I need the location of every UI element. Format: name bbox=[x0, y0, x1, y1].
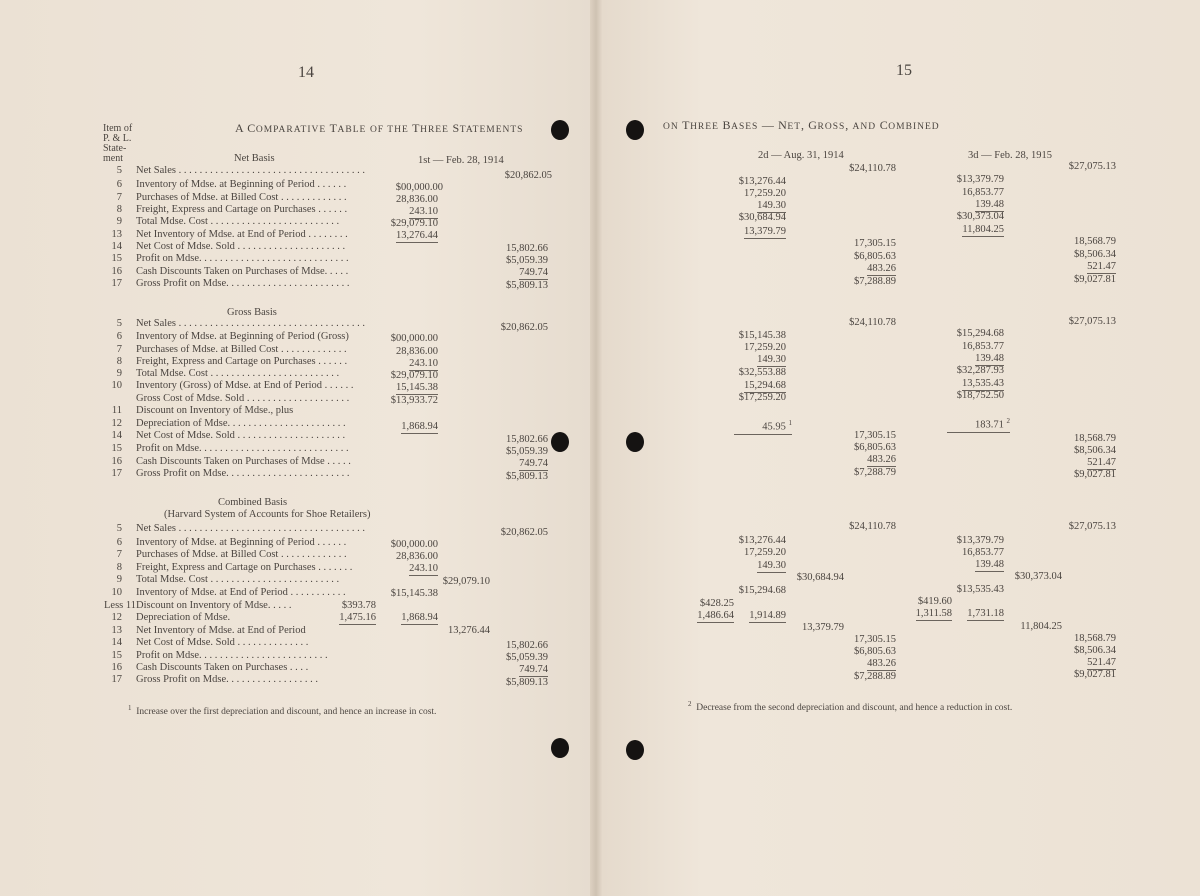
amount: $13,379.79 bbox=[956, 174, 1004, 185]
amount: $30,684.94 bbox=[738, 212, 786, 223]
row-label: Profit on Mdse. . . . . . . . . . . . . . . . . . . . . . . . . . . . . bbox=[136, 253, 349, 264]
statement-item-number: 15 bbox=[111, 650, 122, 661]
amount: $32,287.93 bbox=[956, 365, 1004, 376]
statement-item-number: 15 bbox=[111, 443, 122, 454]
row-label: Purchases of Mdse. at Billed Cost . . . . . . . . . . . . . bbox=[136, 344, 347, 355]
row-label: Freight, Express and Cartage on Purchases . . . . . . . bbox=[136, 562, 353, 573]
statement-item-number: Less 11 bbox=[104, 600, 136, 611]
row-label: Gross Profit on Mdse. . . . . . . . . . . . . . . . . . bbox=[136, 674, 319, 685]
amount: 11,804.25 bbox=[962, 224, 1004, 235]
statement-item-number: 17 bbox=[111, 674, 122, 685]
amount: $5,809.13 bbox=[506, 677, 548, 688]
page-number: 15 bbox=[896, 62, 912, 79]
amount: $5,059.39 bbox=[506, 446, 548, 457]
row-label: Net Cost of Mdse. Sold . . . . . . . . . . . . . . . . . . . . . bbox=[136, 241, 346, 252]
page-number: 14 bbox=[298, 64, 314, 81]
statement-item-number: 6 bbox=[116, 537, 122, 548]
amount: 149.30 bbox=[757, 354, 786, 365]
binding-hole bbox=[626, 432, 644, 452]
amount: 1,868.94 bbox=[401, 421, 438, 432]
amount: $20,862.05 bbox=[500, 527, 548, 538]
amount: 28,836.00 bbox=[396, 346, 438, 357]
row-label: Inventory of Mdse. at End of Period . . . . . . . . . . . bbox=[136, 587, 346, 598]
statement-item-number: 12 bbox=[111, 612, 122, 623]
amount: 483.26 bbox=[867, 658, 896, 669]
row-label: Profit on Mdse. . . . . . . . . . . . . . . . . . . . . . . . . bbox=[136, 650, 328, 661]
amount: $30,373.04 bbox=[1014, 571, 1062, 582]
amount: $15,145.38 bbox=[738, 330, 786, 341]
amount: $30,373.04 bbox=[956, 211, 1004, 222]
amount: 243.10 bbox=[409, 358, 438, 369]
amount: $5,059.39 bbox=[506, 652, 548, 663]
amount: 1,311.58 bbox=[915, 608, 952, 619]
row-label: Inventory of Mdse. at Beginning of Period . . . . . . bbox=[136, 179, 347, 190]
amount: 17,305.15 bbox=[854, 634, 896, 645]
statement-item-number: 17 bbox=[111, 278, 122, 289]
row-label: Profit on Mdse. . . . . . . . . . . . . . . . . . . . . . . . . . . . . bbox=[136, 443, 349, 454]
statement-item-number: 10 bbox=[111, 587, 122, 598]
column-heading-1914-aug: 2d — Aug. 31, 1914 bbox=[758, 150, 844, 161]
amount: $00,000.00 bbox=[390, 333, 438, 344]
column-header-item: Item of P. & L. State- ment bbox=[103, 123, 133, 164]
row-label: Net Sales . . . . . . . . . . . . . . . . . . . . . . . . . . . . . . . . . . . . bbox=[136, 318, 365, 329]
amount: 521.47 bbox=[1087, 457, 1116, 468]
amount: $29,079.10 bbox=[442, 576, 490, 587]
amount: $24,110.78 bbox=[849, 521, 896, 532]
row-label: Total Mdse. Cost . . . . . . . . . . . . . . . . . . . . . . . . . bbox=[136, 368, 340, 379]
amount: $5,809.13 bbox=[506, 280, 548, 291]
amount: $9,027.81 bbox=[1074, 469, 1116, 480]
amount: 17,259.20 bbox=[744, 188, 786, 199]
statement-item-number: 5 bbox=[116, 318, 122, 329]
row-label: Gross Profit on Mdse. . . . . . . . . . . . . . . . . . . . . . . . bbox=[136, 468, 350, 479]
amount: $9,027.81 bbox=[1074, 669, 1116, 680]
amount: $8,506.34 bbox=[1074, 445, 1116, 456]
statement-item-number: 13 bbox=[111, 625, 122, 636]
section-heading-combined: Combined Basis bbox=[218, 497, 288, 508]
amount: $393.78 bbox=[341, 600, 376, 611]
row-label: Depreciation of Mdse. bbox=[136, 612, 231, 623]
row-label: Net Sales . . . . . . . . . . . . . . . . . . . . . . . . . . . . . . . . . . . . bbox=[136, 165, 365, 176]
amount: $8,506.34 bbox=[1074, 249, 1116, 260]
statement-item-number: 6 bbox=[116, 331, 122, 342]
amount: 243.10 bbox=[409, 563, 438, 574]
row-label: Net Inventory of Mdse. at End of Period bbox=[136, 625, 306, 636]
row-label: Total Mdse. Cost . . . . . . . . . . . . . . . . . . . . . . . . . bbox=[136, 574, 340, 585]
statement-item-number: 16 bbox=[111, 266, 122, 277]
amount: 1,868.94 bbox=[401, 612, 438, 623]
amount: $15,294.68 bbox=[738, 585, 786, 596]
amount: 149.30 bbox=[757, 200, 786, 211]
amount: $428.25 bbox=[699, 598, 734, 609]
amount: 521.47 bbox=[1087, 657, 1116, 668]
amount: 18,568.79 bbox=[1074, 433, 1116, 444]
amount: 15,294.68 bbox=[744, 380, 786, 391]
section-heading-gross: Gross Basis bbox=[227, 307, 277, 318]
row-label: Purchases of Mdse. at Billed Cost . . . . . . . . . . . . . bbox=[136, 549, 347, 560]
binding-hole bbox=[551, 120, 569, 140]
footnote-right: $^2$ Decrease from the second depreciation and discount, and hence a reduction in cost. bbox=[688, 700, 1013, 714]
amount: $7,288.89 bbox=[854, 671, 896, 682]
statement-item-number: 5 bbox=[116, 165, 122, 176]
binding-hole bbox=[551, 738, 569, 758]
statement-item-number: 11 bbox=[111, 405, 122, 416]
amount: $5,809.13 bbox=[506, 471, 548, 482]
amount: 17,305.15 bbox=[854, 238, 896, 249]
row-label: Inventory of Mdse. at Beginning of Period . . . . . . bbox=[136, 537, 347, 548]
statement-item-number: 9 bbox=[116, 368, 122, 379]
page-title-left: A COMPARATIVE TABLE OF THE THREE STATEMENTS bbox=[235, 121, 524, 135]
amount: 139.48 bbox=[975, 559, 1004, 570]
row-label: Net Cost of Mdse. Sold . . . . . . . . . . . . . . . . . . . . . bbox=[136, 430, 346, 441]
statement-item-number: 8 bbox=[116, 204, 122, 215]
amount: 1,731.18 bbox=[967, 608, 1004, 619]
amount: $24,110.78 bbox=[849, 163, 896, 174]
row-label: Cash Discounts Taken on Purchases . . . . bbox=[136, 662, 309, 673]
statement-item-number: 12 bbox=[111, 418, 122, 429]
amount: $6,805.63 bbox=[854, 442, 896, 453]
amount: 18,568.79 bbox=[1074, 236, 1116, 247]
row-label: Purchases of Mdse. at Billed Cost . . . . . . . . . . . . . bbox=[136, 192, 347, 203]
amount: $6,805.63 bbox=[854, 251, 896, 262]
amount: 15,145.38 bbox=[396, 382, 438, 393]
book-gutter bbox=[590, 0, 602, 896]
amount: 13,379.79 bbox=[744, 226, 786, 237]
amount: 749.74 bbox=[519, 267, 548, 278]
amount: $29,079.10 bbox=[390, 370, 438, 381]
amount: 139.48 bbox=[975, 199, 1004, 210]
amount: 749.74 bbox=[519, 664, 548, 675]
binding-hole bbox=[626, 120, 644, 140]
amount: 18,568.79 bbox=[1074, 633, 1116, 644]
row-label: Total Mdse. Cost . . . . . . . . . . . . . . . . . . . . . . . . . bbox=[136, 216, 340, 227]
amount: $7,288.89 bbox=[854, 276, 896, 287]
amount: 483.26 bbox=[867, 454, 896, 465]
amount: 13,379.79 bbox=[802, 622, 844, 633]
row-label: Freight, Express and Cartage on Purchases . . . . . . bbox=[136, 356, 348, 367]
amount: 139.48 bbox=[975, 353, 1004, 364]
amount: 149.30 bbox=[757, 560, 786, 571]
statement-item-number: 14 bbox=[111, 241, 122, 252]
amount: $17,259.20 bbox=[738, 392, 786, 403]
row-label: Discount on Inventory of Mdse. . . . . bbox=[136, 600, 292, 611]
column-heading-1915-feb: 3d — Feb. 28, 1915 bbox=[968, 150, 1052, 161]
statement-item-number: 15 bbox=[111, 253, 122, 264]
amount: 483.26 bbox=[867, 263, 896, 274]
statement-item-number: 16 bbox=[111, 662, 122, 673]
section-subheading: (Harvard System of Accounts for Shoe Retailers) bbox=[164, 509, 371, 520]
amount: 17,259.20 bbox=[744, 342, 786, 353]
amount: $00,000.00 bbox=[395, 182, 443, 193]
statement-item-number: 7 bbox=[116, 549, 122, 560]
statement-item-number: 16 bbox=[111, 456, 122, 467]
row-label: Gross Cost of Mdse. Sold . . . . . . . . . . . . . . . . . . . . bbox=[136, 393, 350, 404]
amount: $20,862.05 bbox=[500, 322, 548, 333]
statement-item-number: 14 bbox=[111, 430, 122, 441]
amount: $29,079.10 bbox=[390, 218, 438, 229]
amount: 16,853.77 bbox=[962, 341, 1004, 352]
amount: $18,752.50 bbox=[956, 390, 1004, 401]
amount: 749.74 bbox=[519, 458, 548, 469]
amount: $24,110.78 bbox=[849, 317, 896, 328]
footnote-left: $^1$ Increase over the first depreciation and discount, and hence an increase in cost. bbox=[128, 704, 437, 718]
amount: 1,475.16 bbox=[339, 612, 376, 623]
amount: 45.95 $^1$ bbox=[734, 417, 792, 435]
amount: 183.71 $^2$ bbox=[947, 415, 1010, 433]
statement-item-number: 8 bbox=[116, 562, 122, 573]
amount: 15,802.66 bbox=[506, 434, 548, 445]
amount: $13,276.44 bbox=[738, 535, 786, 546]
amount: $13,276.44 bbox=[738, 176, 786, 187]
row-label: Gross Profit on Mdse. . . . . . . . . . . . . . . . . . . . . . . . bbox=[136, 278, 350, 289]
row-label: Depreciation of Mdse. . . . . . . . . . . . . . . . . . . . . . . bbox=[136, 418, 346, 429]
amount: $27,075.13 bbox=[1068, 161, 1116, 172]
statement-item-number: 7 bbox=[116, 192, 122, 203]
row-label: Inventory of Mdse. at Beginning of Period (Gross) bbox=[136, 331, 349, 342]
amount: $13,933.72 bbox=[390, 395, 438, 406]
page-title-right: ON THREE BASES — NET, GROSS, AND COMBINED bbox=[663, 118, 940, 132]
statement-item-number: 8 bbox=[116, 356, 122, 367]
binding-hole bbox=[626, 740, 644, 760]
statement-item-number: 5 bbox=[116, 523, 122, 534]
amount: 1,914.89 bbox=[749, 610, 786, 621]
statement-item-number: 7 bbox=[116, 344, 122, 355]
amount: $15,294.68 bbox=[956, 328, 1004, 339]
amount: 1,486.64 bbox=[697, 610, 734, 621]
amount: 16,853.77 bbox=[962, 187, 1004, 198]
amount: $32,553.88 bbox=[738, 367, 786, 378]
amount: $5,059.39 bbox=[506, 255, 548, 266]
amount: 13,276.44 bbox=[396, 230, 438, 241]
statement-item-number: 10 bbox=[111, 380, 122, 391]
amount: $27,075.13 bbox=[1068, 316, 1116, 327]
amount: $6,805.63 bbox=[854, 646, 896, 657]
column-heading-1914-feb: 1st — Feb. 28, 1914 bbox=[418, 155, 504, 166]
amount: 521.47 bbox=[1087, 261, 1116, 272]
amount: 15,802.66 bbox=[506, 640, 548, 651]
amount: $15,145.38 bbox=[390, 588, 438, 599]
row-label: Discount on Inventory of Mdse., plus bbox=[136, 405, 294, 416]
amount: 16,853.77 bbox=[962, 547, 1004, 558]
amount: $13,535.43 bbox=[956, 584, 1004, 595]
amount: $30,684.94 bbox=[796, 572, 844, 583]
amount: 13,535.43 bbox=[962, 378, 1004, 389]
amount: $419.60 bbox=[917, 596, 952, 607]
statement-item-number: 13 bbox=[111, 229, 122, 240]
amount: 17,259.20 bbox=[744, 547, 786, 558]
amount: 13,276.44 bbox=[448, 625, 490, 636]
row-label: Inventory (Gross) of Mdse. at End of Period . . . . . . bbox=[136, 380, 354, 391]
statement-item-number: 17 bbox=[111, 468, 122, 479]
amount: 28,836.00 bbox=[396, 551, 438, 562]
section-heading-net: Net Basis bbox=[234, 153, 275, 164]
amount: 243.10 bbox=[409, 206, 438, 217]
amount: $20,862.05 bbox=[504, 170, 552, 181]
statement-item-number: 6 bbox=[116, 179, 122, 190]
row-label: Cash Discounts Taken on Purchases of Mdse . . . . . bbox=[136, 456, 351, 467]
amount: $9,027.81 bbox=[1074, 274, 1116, 285]
row-label: Net Cost of Mdse. Sold . . . . . . . . . . . . . . bbox=[136, 637, 309, 648]
amount: $7,288.79 bbox=[854, 467, 896, 478]
statement-item-number: 9 bbox=[116, 216, 122, 227]
statement-item-number: 14 bbox=[111, 637, 122, 648]
amount: 28,836.00 bbox=[396, 194, 438, 205]
amount: $00,000.00 bbox=[390, 539, 438, 550]
row-label: Freight, Express and Cartage on Purchases . . . . . . bbox=[136, 204, 348, 215]
amount: $13,379.79 bbox=[956, 535, 1004, 546]
amount: 11,804.25 bbox=[1020, 621, 1062, 632]
binding-hole bbox=[551, 432, 569, 452]
row-label: Net Sales . . . . . . . . . . . . . . . . . . . . . . . . . . . . . . . . . . . . bbox=[136, 523, 365, 534]
row-label: Net Inventory of Mdse. at End of Period . . . . . . . . bbox=[136, 229, 348, 240]
statement-item-number: 9 bbox=[116, 574, 122, 585]
amount: $27,075.13 bbox=[1068, 521, 1116, 532]
row-label: Cash Discounts Taken on Purchases of Mdse. . . . . bbox=[136, 266, 349, 277]
amount: 15,802.66 bbox=[506, 243, 548, 254]
amount: $8,506.34 bbox=[1074, 645, 1116, 656]
amount: 17,305.15 bbox=[854, 430, 896, 441]
